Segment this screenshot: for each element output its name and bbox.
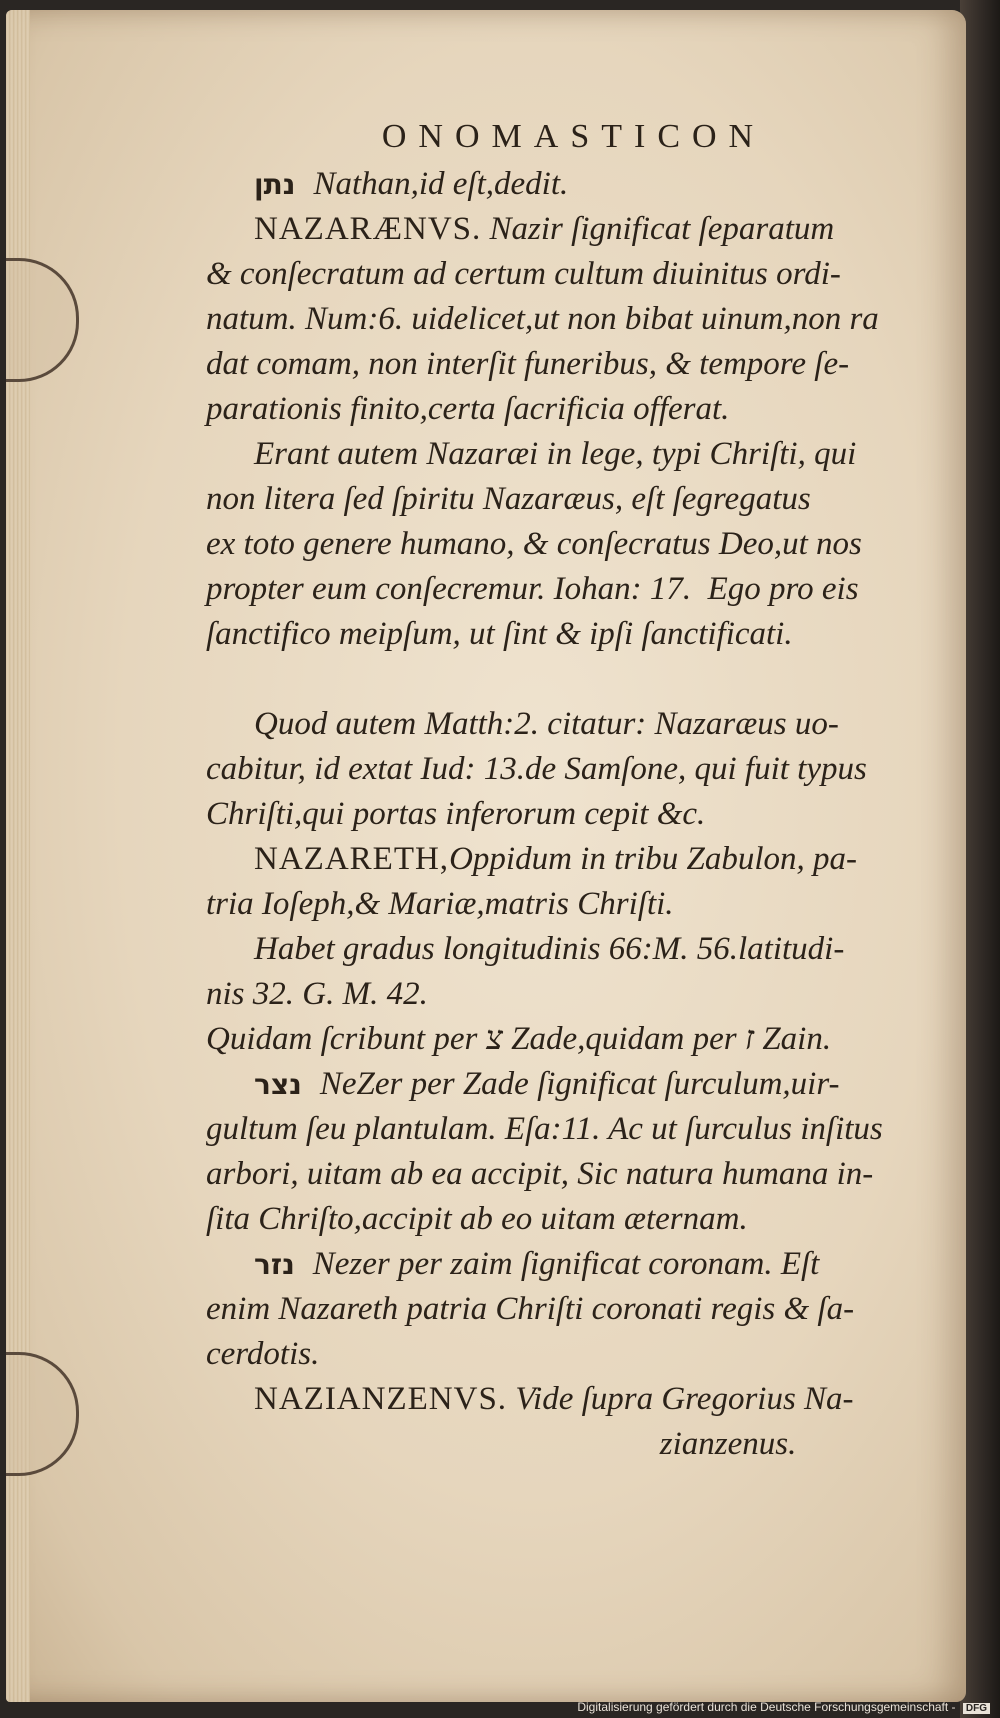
line-text: arbori, uitam ab ea accipit, Sic natura humana in- <box>206 1156 874 1192</box>
text-line <box>206 792 941 837</box>
line-text: non litera ſed ſpiritu Nazaræus, eſt ſegregatus <box>206 481 811 517</box>
text-line <box>206 252 941 297</box>
text-line <box>206 702 941 747</box>
book-page <box>6 10 966 1702</box>
line-text: zianzenus. <box>206 1426 797 1462</box>
text-line <box>206 1017 941 1062</box>
line-text: Nathan,id eſt,dedit. <box>313 166 569 202</box>
text-line <box>206 1422 941 1467</box>
funding-credit-text: Digitalisierung gefördert durch die Deutsche Forschungsgemeinschaft - <box>577 1700 956 1714</box>
book-spine-shadow <box>960 0 1000 1718</box>
text-line <box>206 1287 941 1332</box>
text-line <box>206 882 941 927</box>
text-line <box>206 207 941 252</box>
dfg-logo-icon: DFG <box>963 1703 990 1714</box>
text-line <box>206 297 941 342</box>
hebrew-word: נתן <box>254 168 296 201</box>
text-line <box>206 1152 941 1197</box>
text-line <box>206 1377 941 1422</box>
text-line <box>206 1107 941 1152</box>
line-text: Habet gradus longitudinis 66:M. 56.latitudi- <box>254 931 845 967</box>
line-text: ſanctifico meipſum, ut ſint & ipſi ſanctificati. <box>206 616 793 652</box>
line-text: ex toto genere humano, & conſecratus Deo,ut nos <box>206 526 862 562</box>
text-line <box>206 432 941 477</box>
text-line <box>206 342 941 387</box>
line-text: enim Nazareth patria Chriſti coronati regis & ſa- <box>206 1291 855 1327</box>
text-line <box>206 927 941 972</box>
line-text: Vide ſupra Gregorius Na- <box>507 1381 854 1417</box>
text-line <box>206 1242 941 1287</box>
running-head: ONOMASTICON <box>381 118 766 155</box>
line-text: & conſecratum ad certum cultum diuinitus ordi- <box>206 256 841 292</box>
text-line <box>206 162 941 207</box>
text-lines <box>206 162 941 1467</box>
page-clip-bottom <box>6 1352 79 1476</box>
line-text: cerdotis. <box>206 1336 320 1372</box>
line-text: propter eum conſecremur. Iohan: 17. Ego pro eis <box>206 571 859 607</box>
entry-headword: NAZIANZENVS. <box>254 1381 508 1417</box>
text-line <box>206 1332 941 1377</box>
line-text: Oppidum in tribu Zabulon, pa- <box>449 841 858 877</box>
page-clip-top <box>6 258 79 382</box>
line-text: Erant autem Nazaræi in lege, typi Chriſti, qui <box>254 436 857 472</box>
entry-headword: NAZARETH, <box>254 841 450 877</box>
hebrew-word: נזר <box>254 1248 295 1281</box>
line-text: Nazir ſignificat ſeparatum <box>481 211 835 247</box>
line-text: Quidam ſcribunt per צ Zade,quidam per ז Zain. <box>206 1021 832 1057</box>
line-text: Quod autem Matth:2. citatur: Nazaræus uo- <box>254 706 839 742</box>
text-line <box>206 387 941 432</box>
line-text: gultum ſeu plantulam. Eſa:11. Ac ut ſurculus inſitus <box>206 1111 883 1147</box>
line-text: natum. Num:6. uidelicet,ut non bibat uinum,non ra <box>206 301 879 337</box>
line-text: Chriſti,qui portas inferorum cepit &c. <box>206 796 706 832</box>
text-line <box>206 837 941 882</box>
text-line <box>206 972 941 1017</box>
text-line <box>206 522 941 567</box>
entry-headword: NAZARÆNVS. <box>254 211 482 247</box>
line-text: tria Ioſeph,& Mariæ,matris Chriſti. <box>206 886 674 922</box>
line-text: parationis finito,certa ſacrificia offerat. <box>206 391 730 427</box>
line-text: Nezer per zaim ſignificat coronam. Eſt <box>312 1246 820 1282</box>
text-line <box>206 1062 941 1107</box>
text-line <box>206 612 941 657</box>
hebrew-word: נצר <box>254 1068 302 1101</box>
line-text: nis 32. G. M. 42. <box>206 976 428 1012</box>
text-line <box>206 477 941 522</box>
funding-credit <box>577 1700 990 1714</box>
text-line <box>206 747 941 792</box>
page-text <box>206 118 941 1467</box>
line-text: NeZer per Zade ſignificat ſurculum,uir- <box>319 1066 840 1102</box>
line-text: ſita Chriſto,accipit ab eo uitam æternam. <box>206 1201 748 1237</box>
line-text: cabitur, id extat Iud: 13.de Samſone, qui fuit typus <box>206 751 867 787</box>
text-line <box>206 567 941 612</box>
text-line <box>206 1197 941 1242</box>
line-text: dat comam, non interſit funeribus, & tempore ſe- <box>206 346 850 382</box>
